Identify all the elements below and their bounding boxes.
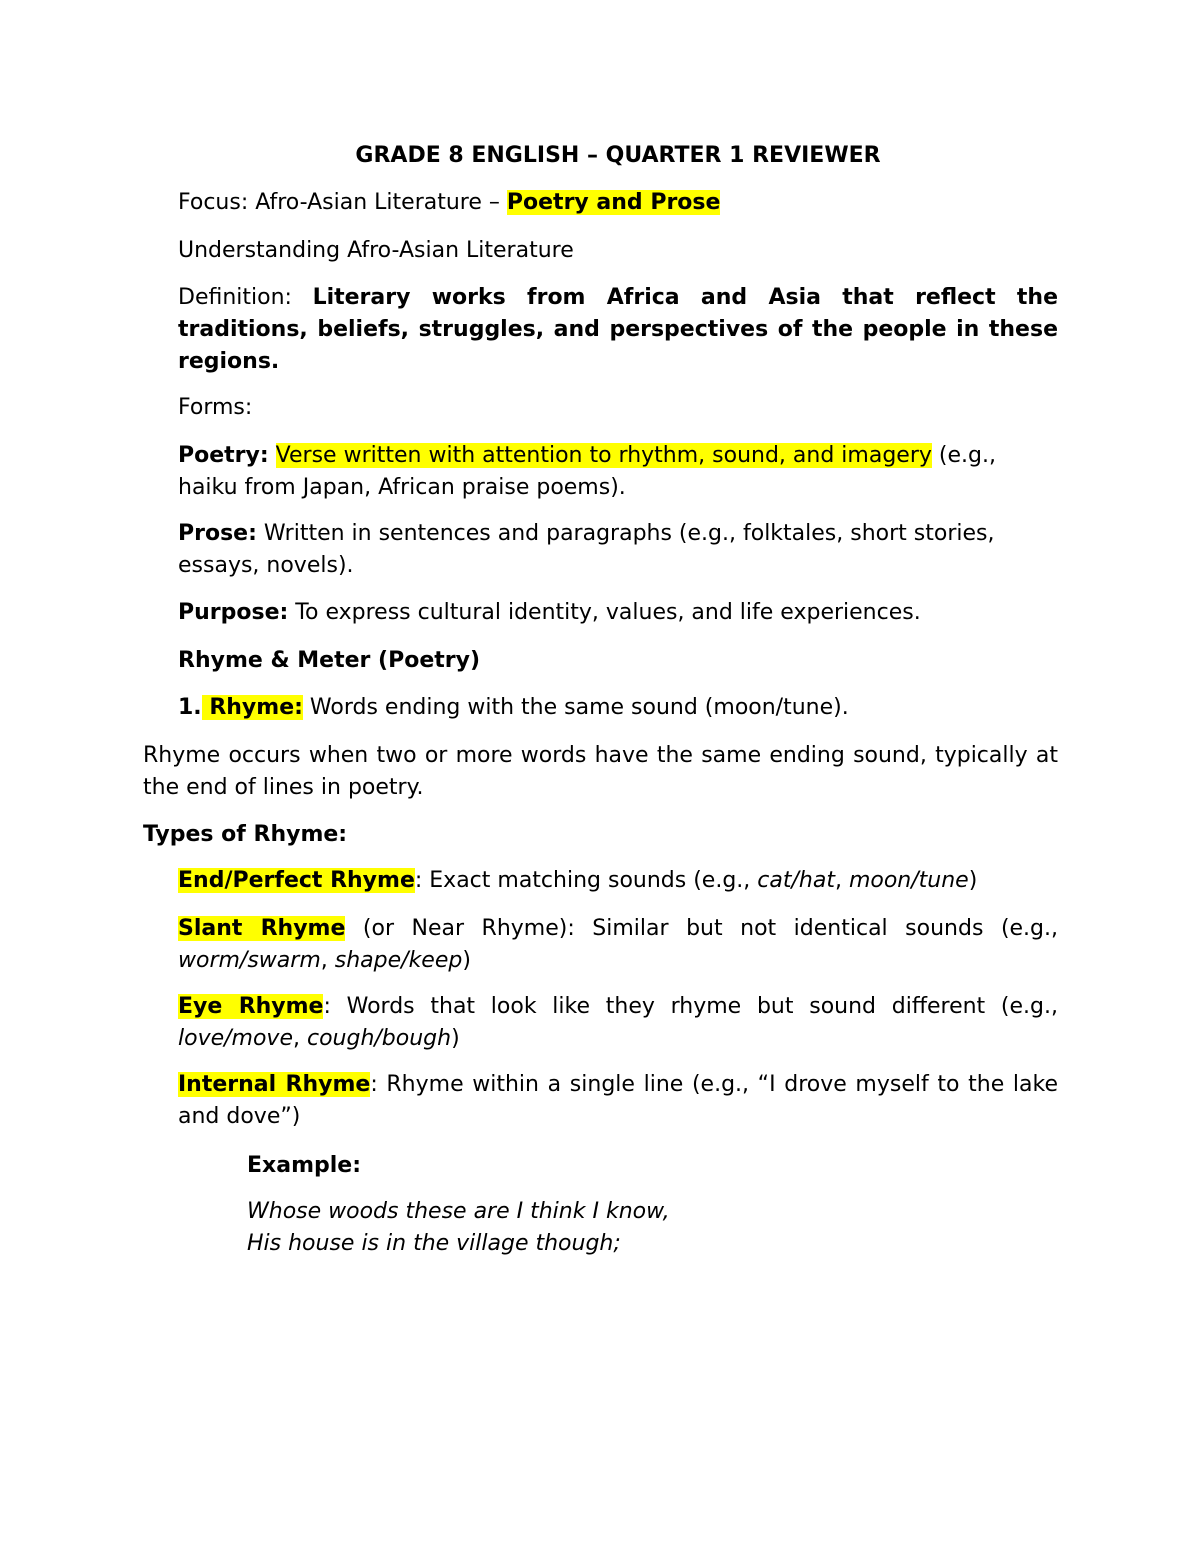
page-title: GRADE 8 ENGLISH – QUARTER 1 REVIEWER (355, 143, 881, 168)
internal-rhyme-label: Internal Rhyme (178, 1072, 371, 1097)
definition-text: Literary works from Africa and Asia that reflect the traditions, beliefs, struggles, and perspectives of the people in these regions. (178, 285, 1058, 374)
poetry-highlight: Verse written with attention to rhythm, sound, and imagery (275, 443, 932, 468)
purpose-paragraph: Purpose: To express cultural identity, values, and life experiences. (178, 600, 921, 625)
understanding-heading: Understanding Afro-Asian Literature (178, 238, 574, 263)
rhyme-list-item: 1. Rhyme: Words ending with the same sound (moon/tune). (178, 695, 849, 720)
poetry-paragraph: Poetry: Verse written with attention to rhythm, sound, and imagery (e.g., haiku from Japan, African praise poems). (178, 443, 996, 500)
focus-line: Focus: Afro-Asian Literature – Poetry and Prose (178, 190, 721, 215)
prose-paragraph: Prose: Written in sentences and paragraphs (e.g., folktales, short stories, essays, novels). (178, 521, 995, 578)
forms-label: Forms: (178, 395, 253, 420)
definition-paragraph: Definition: Literary works from Africa and Asia that reflect the traditions, beliefs, struggles, and perspectives of the people in these regions. (178, 285, 1058, 374)
internal-rhyme-item: Internal Rhyme: Rhyme within a single line (e.g., “I drove myself to the lake and dove”) (178, 1072, 1058, 1129)
rhyme-explanation: Rhyme occurs when two or more words have the same ending sound, typically at the end of lines in poetry. (143, 743, 1058, 800)
eye-rhyme-item: Eye Rhyme: Words that look like they rhyme but sound different (e.g., love/move, cough/bough) (178, 994, 1058, 1051)
eye-rhyme-label: Eye Rhyme (178, 994, 324, 1019)
example-line-2: His house is in the village though; (247, 1231, 621, 1256)
end-rhyme-label: End/Perfect Rhyme (178, 868, 415, 893)
focus-highlight: Poetry and Prose (506, 190, 721, 215)
types-heading: Types of Rhyme: (143, 822, 348, 847)
rhyme-highlight: Rhyme: (201, 695, 303, 720)
slant-rhyme-label: Slant Rhyme (178, 916, 346, 941)
end-rhyme-item: End/Perfect Rhyme: Exact matching sounds (e.g., cat/hat, moon/tune) (178, 868, 978, 893)
example-line-1: Whose woods these are I think I know, (247, 1199, 670, 1224)
slant-rhyme-item: Slant Rhyme (or Near Rhyme): Similar but not identical sounds (e.g., worm/swarm, shape/keep) (178, 916, 1059, 973)
rhyme-meter-heading: Rhyme & Meter (Poetry) (178, 648, 481, 673)
example-label: Example: (247, 1153, 361, 1178)
